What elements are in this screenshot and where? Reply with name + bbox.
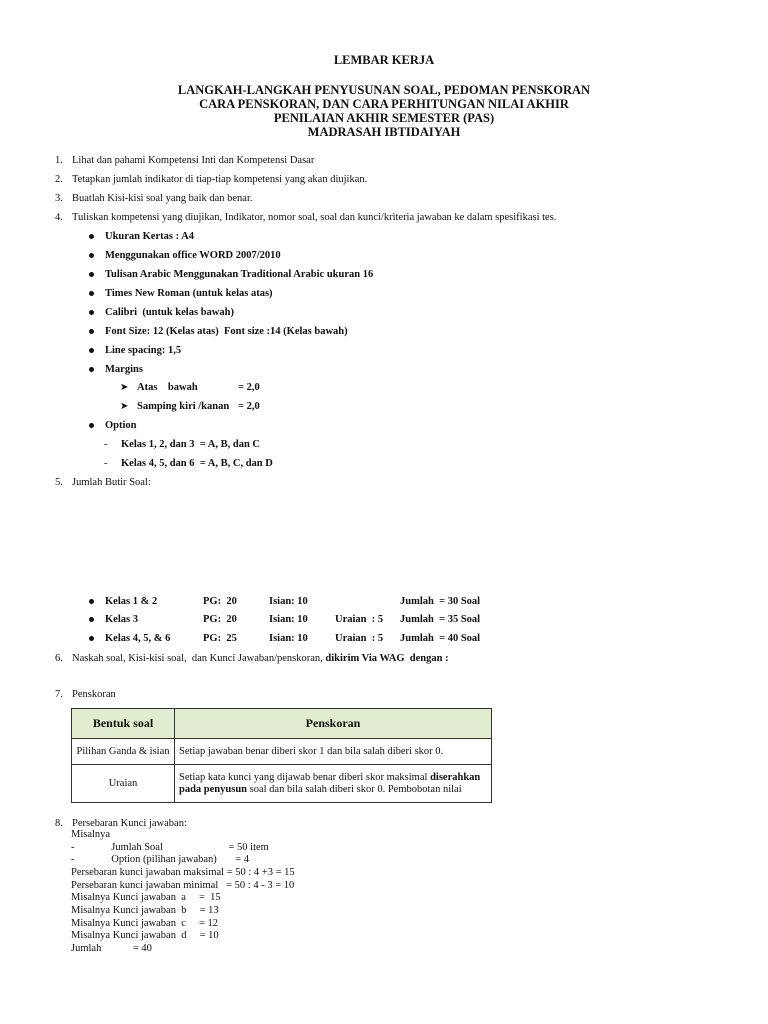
margin-value: = 2,0: [238, 382, 260, 393]
column-header: Penskoran: [175, 709, 492, 739]
dash-marker: -: [104, 458, 108, 469]
bullet-icon: [89, 367, 94, 372]
uraian-count: Uraian : 5: [335, 633, 384, 644]
step-number: 3.: [55, 193, 63, 204]
isian-count: Isian: 10: [269, 614, 308, 625]
list-item-text: Line spacing: 1,5: [105, 345, 182, 356]
pg-count: PG: 20: [203, 614, 237, 625]
step-number: 6.: [55, 653, 63, 664]
step-number: 2.: [55, 174, 63, 185]
table-cell-bentuk: Uraian: [72, 765, 175, 803]
bullet-icon: [89, 253, 94, 258]
table-row: [72, 765, 492, 803]
bullet-icon: [89, 291, 94, 296]
bullet-icon: [89, 599, 94, 604]
step-number: 4.: [55, 212, 63, 223]
doc-subtitle-line-1: LANGKAH-LANGKAH PENYUSUNAN SOAL, PEDOMAN PENSKORAN: [177, 83, 591, 97]
step-text: Buatlah Kisi-kisi soal yang baik dan benar.: [72, 193, 253, 204]
skor-text: Setiap kata kunci yang dijawab benar diberi skor maksimal: [179, 771, 431, 783]
option-text: Kelas 1, 2, dan 3 = A, B, dan C: [121, 439, 261, 450]
list-item-text: Margins: [105, 364, 143, 375]
doc-subtitle-line-3: PENILAIAN AKHIR SEMESTER (PAS): [273, 111, 495, 125]
calc-line: Misalnya Kunci jawaban b = 13: [71, 905, 219, 916]
bullet-icon: [89, 234, 94, 239]
step-number: 8.: [55, 818, 63, 829]
dash-marker: -: [104, 439, 108, 450]
option-label: Option: [105, 420, 137, 431]
isian-count: Isian: 10: [269, 633, 308, 644]
step-text-plain: Naskah soal, Kisi-kisi soal, dan Kunci Jawaban/penskoran,: [72, 653, 326, 664]
list-item-text: Tulisan Arabic Menggunakan Traditional Arabic ukuran 16: [105, 269, 374, 280]
kelas: Kelas 1 & 2: [105, 596, 158, 607]
list-item-text: Calibri (untuk kelas bawah): [105, 307, 234, 318]
kelas: Kelas 4, 5, & 6: [105, 633, 171, 644]
step-number: 7.: [55, 689, 63, 700]
column-header: Bentuk soal: [72, 709, 175, 739]
bullet-icon: [89, 329, 94, 334]
table-cell-skor: [175, 765, 492, 803]
margin-value: = 2,0: [238, 401, 260, 412]
table-row: [72, 739, 492, 765]
calc-line: Misalnya Kunci jawaban d = 10: [71, 930, 219, 941]
arrow-right-icon: ➤: [120, 382, 129, 393]
list-item-text: Times New Roman (untuk kelas atas): [105, 288, 273, 299]
bullet-icon: [89, 348, 94, 353]
step-text: [72, 652, 449, 665]
arrow-right-icon: ➤: [120, 401, 129, 412]
step-text: Penskoran: [72, 689, 116, 700]
jumlah-total: Jumlah = 40 Soal: [400, 633, 481, 644]
bullet-icon: [89, 617, 94, 622]
doc-title: LEMBAR KERJA: [333, 53, 435, 67]
step-text: Tuliskan kompetensi yang diujikan, Indikator, nomor soal, soal dan kunci/kriteria jawaban ke dalam spesifikasi tes.: [72, 212, 557, 223]
isian-count: Isian: 10: [269, 596, 308, 607]
doc-subtitle-line-4: MADRASAH IBTIDAIYAH: [307, 125, 461, 139]
list-item-text: Menggunakan office WORD 2007/2010: [105, 250, 281, 261]
calc-line: Persebaran kunci jawaban maksimal = 50 : 4 +3 = 15: [71, 867, 295, 878]
calc-line: Jumlah = 40: [71, 943, 152, 954]
calc-line: Misalnya Kunci jawaban a = 15: [71, 892, 221, 903]
calc-line: - Option (pilihan jawaban) = 4: [71, 854, 249, 865]
margin-label: Samping kiri /kanan: [137, 401, 230, 412]
jumlah-total: Jumlah = 30 Soal: [400, 596, 481, 607]
margin-label: Atas bawah: [137, 382, 198, 393]
option-text: Kelas 4, 5, dan 6 = A, B, C, dan D: [121, 458, 273, 469]
step-text: Tetapkan jumlah indikator di tiap-tiap kompetensi yang akan diujikan.: [72, 174, 368, 185]
step-number: 5.: [55, 477, 63, 488]
calc-line: Persebaran kunci jawaban minimal = 50 : 4 - 3 = 10: [71, 880, 295, 891]
skor-text: soal dan bila salah diberi skor 0. Pembobotan nilai: [247, 783, 462, 795]
calc-line: Misalnya Kunci jawaban c = 12: [71, 918, 219, 929]
calc-line: - Jumlah Soal = 50 item: [71, 842, 269, 853]
step-text: Jumlah Butir Soal:: [72, 477, 151, 488]
bullet-icon: [89, 636, 94, 641]
table-cell-bentuk: Pilihan Ganda & isian: [72, 739, 175, 765]
list-item-text: Ukuran Kertas : A4: [105, 231, 194, 242]
skor-text-bold: diserahkan pada penyusun: [179, 771, 481, 795]
calc-line: Misalnya: [71, 829, 111, 840]
pg-count: PG: 25: [203, 633, 237, 644]
step-text-bold: dikirim Via WAG dengan :: [325, 653, 449, 664]
uraian-count: Uraian : 5: [335, 614, 384, 625]
kelas: Kelas 3: [105, 614, 138, 625]
scoring-table: [71, 708, 492, 803]
list-item-text: Font Size: 12 (Kelas atas) Font size :14 (Kelas bawah): [105, 326, 348, 337]
table-header-row: [72, 709, 492, 739]
jumlah-total: Jumlah = 35 Soal: [400, 614, 481, 625]
pg-count: PG: 20: [203, 596, 237, 607]
doc-subtitle-line-2: CARA PENSKORAN, DAN CARA PERHITUNGAN NILAI AKHIR: [199, 97, 569, 111]
bullet-icon: [89, 310, 94, 315]
bullet-icon: [89, 423, 94, 428]
step-number: 1.: [55, 155, 63, 166]
table-cell-skor: Setiap jawaban benar diberi skor 1 dan bila salah diberi skor 0.: [175, 739, 492, 765]
step-text: Lihat dan pahami Kompetensi Inti dan Kompetensi Dasar: [72, 155, 315, 166]
step-text: Persebaran Kunci jawaban:: [72, 818, 187, 829]
bullet-icon: [89, 272, 94, 277]
